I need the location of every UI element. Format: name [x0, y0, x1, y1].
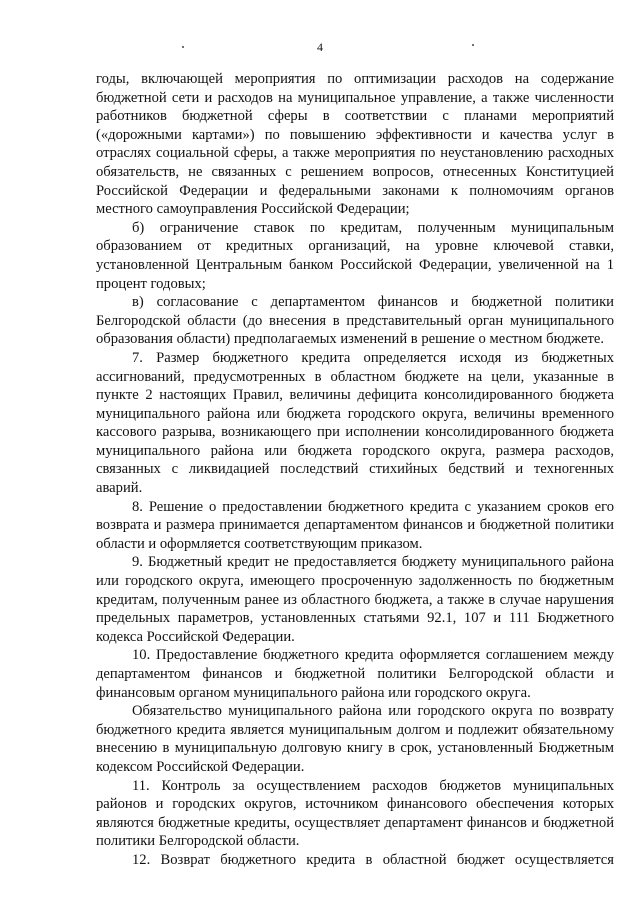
paragraph-10: 10. Предоставление бюджетного кредита оформляется соглашением между департаментом финансов и бюджетной политики Белгородской области и финансовым органом муниципального района или городского округа. — [96, 647, 614, 701]
document-body — [96, 70, 614, 870]
paragraph-12: 12. Возврат бюджетного кредита в областной бюджет осуществляется — [132, 851, 614, 868]
paragraph-11: 11. Контроль за осуществлением расходов бюджетов муниципальных районов и городских округов, источником финансового обеспечения которых являются бюджетные кредиты, осуществляет департамент финансов и бюджетной политики Белгородской области. — [96, 777, 614, 850]
paragraph-7: 7. Размер бюджетного кредита определяется исходя из бюджетных ассигнований, предусмотренных в областном бюджете на цели, указанные в пункте 2 настоящих Правил, величины дефицита консолидированного бюджета муниципального района или бюджета городского округа, величины временного кассового разрыва, возникающего при исполнении консолидированного бюджета муниципального района или бюджета городского округа, размера расходов, связанных с ликвидацией последствий стихийных бедствий и техногенных аварий. — [96, 349, 614, 497]
paragraph-obligation: Обязательство муниципального района или городского округа по возврату бюджетного кредита является муниципальным долгом и подлежит обязательному внесению в муниципальную долговую книгу в срок, установленный Бюджетным кодексом Российской Федерации. — [96, 703, 614, 775]
paragraph-9: 9. Бюджетный кредит не предоставляется бюджету муниципального района или городского округа, имеющего просроченную задолженность по бюджетным кредитам, полученным ранее из областного бюджета, а также в случае нарушения предельных параметров, установленных статьями 92.1, 107 и 111 Бюджетного кодекса Российской Федерации. — [96, 554, 614, 645]
paragraph-item-v: в) согласование с департаментом финансов и бюджетной политики Белгородской области (до внесения в представительный орган муниципального образования области) предполагаемых изменений в решение о местном бюджете. — [96, 294, 614, 348]
page-number: 4 — [317, 40, 323, 54]
paragraph-continuation: годы, включающей мероприятия по оптимизации расходов на содержание бюджетной сети и расходов на муниципальное управление, а также численности работников бюджетной сферы в соответствии с планами мероприятий («дорожными картами») по повышению эффективности и качества услуг в отраслях социальной сферы, а также мероприятия по неустановлению расходных обязательств, не связанных с решением вопросов, отнесенных Конституцией Российской Федерации и федеральными законами к полномочиям органов местного самоуправления Российской Федерации; — [96, 71, 614, 218]
paragraph-8: 8. Решение о предоставлении бюджетного кредита с указанием сроков его возврата и размера принимается департаментом финансов и бюджетной политики области и оформляется соответствующим приказом. — [96, 498, 614, 552]
paragraph-item-b: б) ограничение ставок по кредитам, полученным муниципальным образованием от кредитных организаций, на уровне ключевой ставки, установленной Центральным банком Российской Федерации, увеличенной на 1 процент годовых; — [96, 219, 614, 292]
